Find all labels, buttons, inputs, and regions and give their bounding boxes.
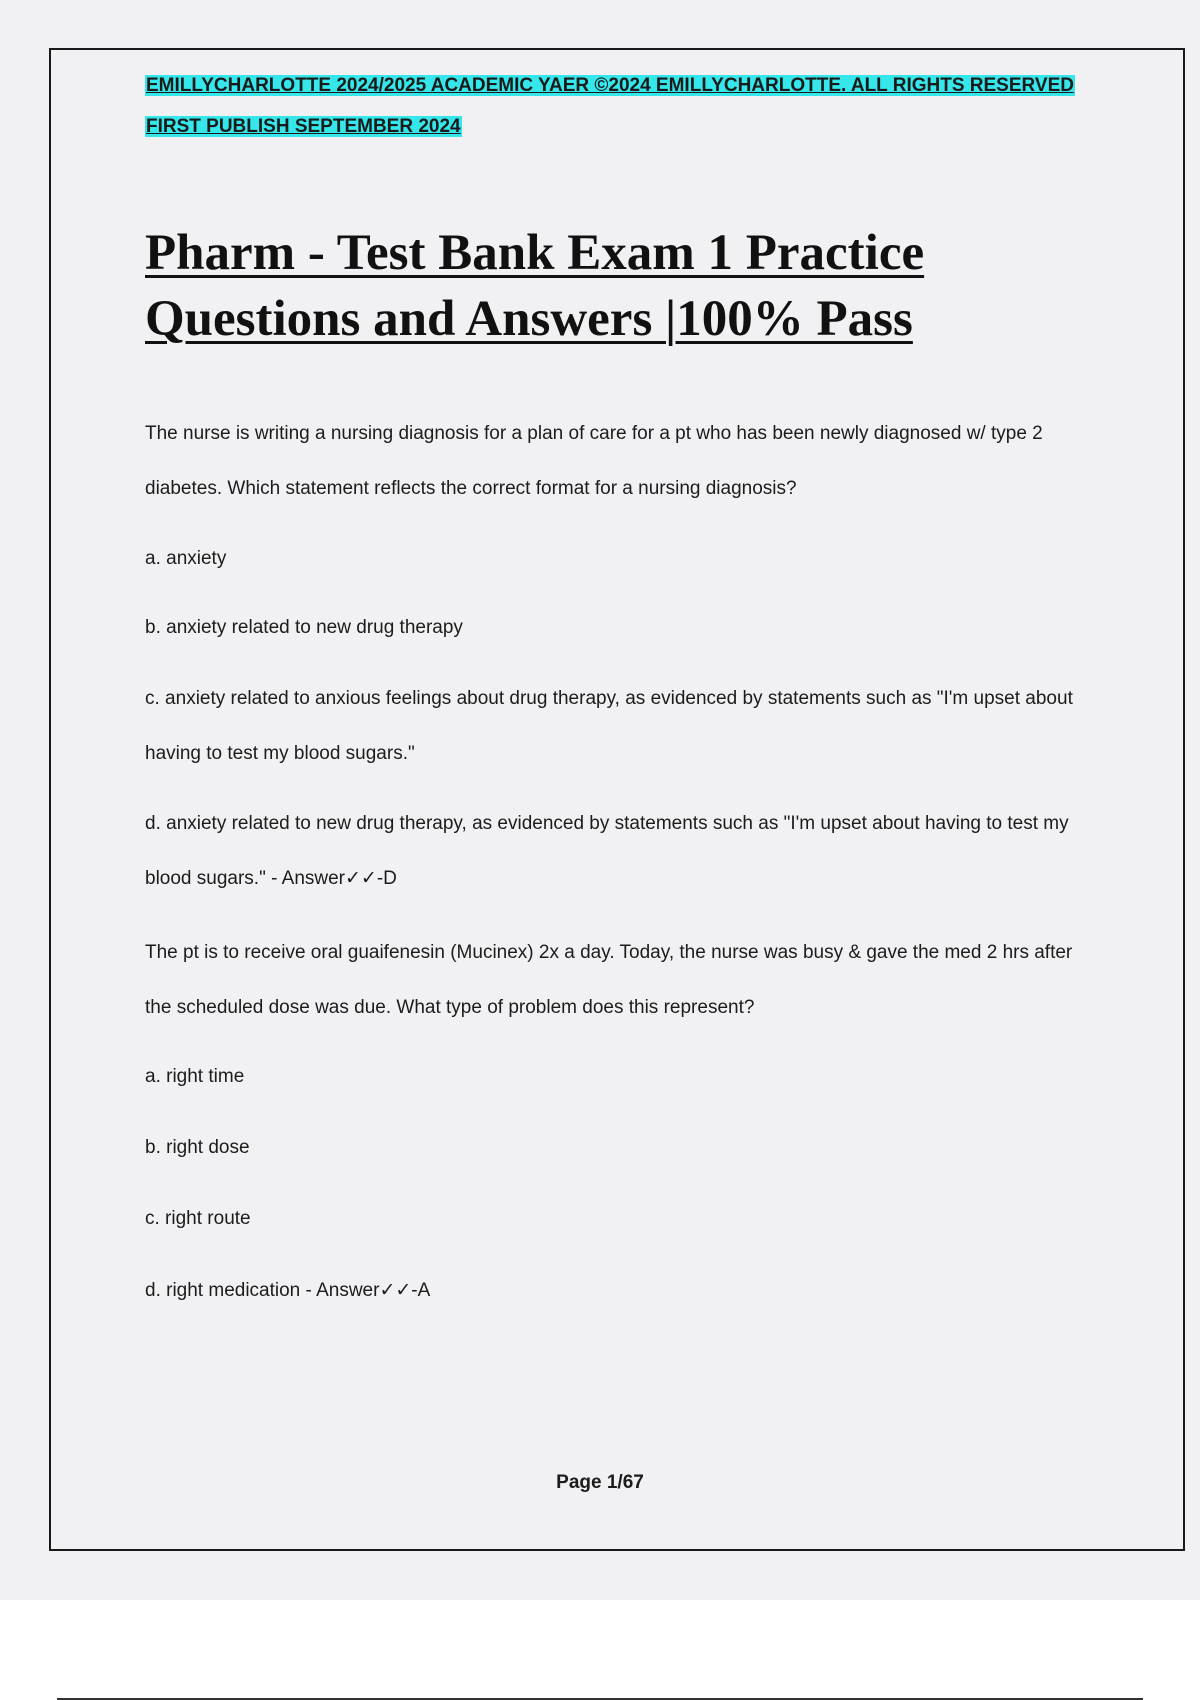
publish-date-text: FIRST PUBLISH SEPTEMBER 2024: [146, 116, 461, 137]
question-2-option-d: d. right medication - Answer✓✓-A: [145, 1280, 431, 1301]
question-2-option-a: a. right time: [145, 1066, 245, 1087]
copyright-header: [145, 74, 1075, 98]
question-1-option-c: c. anxiety related to anxious feelings about drug therapy, as evidenced by statements such as "I'm upset about having to test my blood sugars.": [145, 688, 1073, 764]
question-2-text: The pt is to receive oral guaifenesin (Mucinex) 2x a day. Today, the nurse was busy & gave the med 2 hrs after the scheduled dose was due. What type of problem does this represent?: [145, 942, 1073, 1018]
question-1-text: The nurse is writing a nursing diagnosis for a plan of care for a pt who has been newly diagnosed w/ type 2 diabetes. Which statement reflects the correct format for a nursing diagnosis?: [145, 423, 1043, 499]
document-title: Pharm - Test Bank Exam 1 Practice Questions and Answers |100% Pass: [145, 225, 925, 347]
question-1-option-d: d. anxiety related to new drug therapy, as evidenced by statements such as "I'm upset about having to test my blood sugars." - Answer✓✓-D: [145, 813, 1069, 889]
question-2-option-c: c. right route: [145, 1208, 251, 1229]
question-1-option-b: b. anxiety related to new drug therapy: [145, 617, 463, 638]
publish-date-header: [145, 115, 462, 139]
copyright-text: EMILLYCHARLOTTE 2024/2025 ACADEMIC YAER ©2024 EMILLYCHARLOTTE. ALL RIGHTS RESERVED: [146, 75, 1074, 96]
question-2-option-b: b. right dose: [145, 1137, 250, 1158]
page-number: Page 1/67: [556, 1472, 644, 1493]
question-1-option-a: a. anxiety: [145, 548, 227, 569]
